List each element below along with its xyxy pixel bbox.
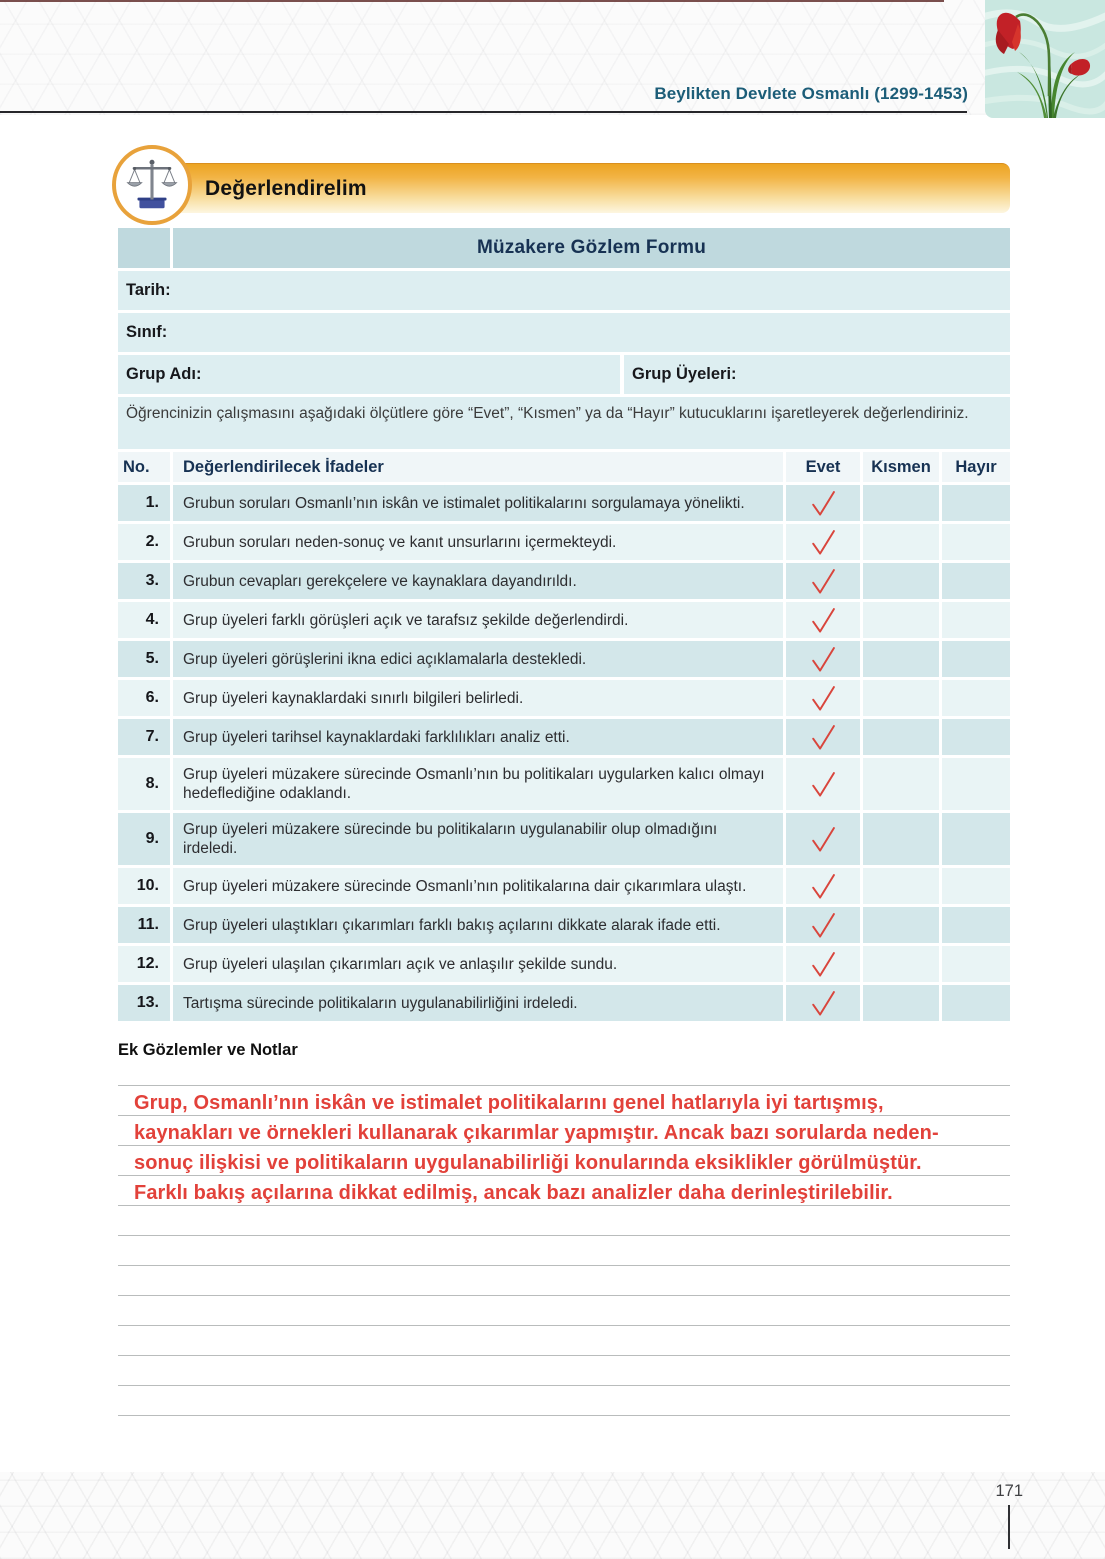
checkmark-icon — [808, 987, 838, 1019]
checkbox-hayir[interactable] — [942, 524, 1010, 560]
row-statement: Grup üyeleri ulaştıkları çıkarımları farklı bakış açılarını dikkate alarak ifade etti. — [173, 907, 783, 943]
checkbox-kismen[interactable] — [863, 719, 939, 755]
scales-of-justice-icon — [112, 145, 192, 225]
table-row — [118, 563, 1010, 599]
row-number: 2. — [118, 524, 170, 560]
row-statement: Grup üyeleri tarihsel kaynaklardaki farklılıkları analiz etti. — [173, 719, 783, 755]
field-grup-uyeleri[interactable] — [624, 355, 1010, 394]
row-statement: Tartışma sürecinde politikaların uygulanabilirliğini irdeledi. — [173, 985, 783, 1021]
column-header-statements: Değerlendirilecek İfadeler — [173, 452, 783, 482]
row-statement: Grup üyeleri ulaşılan çıkarımları açık ve anlaşılır şekilde sundu. — [173, 946, 783, 982]
checkbox-hayir[interactable] — [942, 813, 1010, 865]
handwritten-note: Grup, Osmanlı’nın iskân ve istimalet politikalarını genel hatlarıyla iyi tartışmış, kaynakları ve örnekleri kullanarak çıkarımlar yapmıştır. Ancak bazı sorularda neden-sonuç ilişkisi ve politikaların uygulanabilirliği konularında eksiklikler görülmüştür. Farklı bakış açılarına dikkat edilmiş, ancak bazı analizler daha derinleştirilebilir. — [134, 1092, 939, 1204]
row-number: 12. — [118, 946, 170, 982]
row-number: 1. — [118, 485, 170, 521]
table-row — [118, 719, 1010, 755]
checkbox-evet[interactable] — [786, 813, 860, 865]
group-fields-row — [118, 355, 1010, 394]
field-label: Grup Adı: — [126, 365, 202, 383]
checkmark-icon — [808, 682, 838, 714]
table-row — [118, 946, 1010, 982]
row-number: 7. — [118, 719, 170, 755]
row-statement: Grup üyeleri kaynaklardaki sınırlı bilgileri belirledi. — [173, 680, 783, 716]
row-statement: Grup üyeleri müzakere sürecinde Osmanlı’nın politikalarına dair çıkarımlara ulaştı. — [173, 868, 783, 904]
table-row — [118, 907, 1010, 943]
checkmark-icon — [808, 870, 838, 902]
checkbox-evet[interactable] — [786, 641, 860, 677]
checkmark-icon — [808, 948, 838, 980]
checkbox-hayir[interactable] — [942, 719, 1010, 755]
row-statement: Grup üyeleri müzakere sürecinde Osmanlı’nın bu politikaları uygularken kalıcı olmayı hedeflediğine odaklandı. — [173, 758, 783, 810]
row-number: 9. — [118, 813, 170, 865]
column-header-no: No. — [118, 452, 170, 482]
table-row — [118, 602, 1010, 638]
row-statement: Grup üyeleri farklı görüşleri açık ve tarafsız şekilde değerlendirdi. — [173, 602, 783, 638]
table-row — [118, 485, 1010, 521]
checkmark-icon — [808, 643, 838, 675]
page-footer — [0, 1472, 1105, 1559]
column-header-evet: Evet — [786, 452, 860, 482]
section-banner — [118, 145, 1010, 225]
observation-form — [118, 228, 1010, 449]
checkbox-kismen[interactable] — [863, 602, 939, 638]
page-header — [0, 0, 1105, 115]
field-grup-adi[interactable] — [118, 355, 620, 394]
banner-title: Değerlendirelim — [205, 176, 367, 200]
page-number-rule — [1008, 1505, 1010, 1549]
checkbox-hayir[interactable] — [942, 563, 1010, 599]
tulip-illustration — [985, 0, 1105, 118]
checkbox-kismen[interactable] — [863, 813, 939, 865]
checkbox-hayir[interactable] — [942, 946, 1010, 982]
checkbox-evet[interactable] — [786, 985, 860, 1021]
table-row — [118, 524, 1010, 560]
checkbox-kismen[interactable] — [863, 985, 939, 1021]
notes-heading: Ek Gözlemler ve Notlar — [118, 1041, 298, 1059]
page-number: 171 — [995, 1482, 1023, 1500]
table-row — [118, 758, 1010, 810]
checkbox-evet[interactable] — [786, 680, 860, 716]
checkbox-kismen[interactable] — [863, 946, 939, 982]
checkbox-kismen[interactable] — [863, 524, 939, 560]
checkmark-icon — [808, 823, 838, 855]
checkbox-kismen[interactable] — [863, 758, 939, 810]
row-number: 6. — [118, 680, 170, 716]
content-column — [118, 145, 1010, 1416]
column-header-kismen: Kısmen — [863, 452, 939, 482]
checkmark-icon — [808, 909, 838, 941]
field-sinif[interactable] — [118, 313, 1010, 352]
row-number: 5. — [118, 641, 170, 677]
table-row — [118, 813, 1010, 865]
column-header-hayir: Hayır — [942, 452, 1010, 482]
checkbox-hayir[interactable] — [942, 985, 1010, 1021]
checkbox-evet[interactable] — [786, 907, 860, 943]
field-tarih[interactable] — [118, 271, 1010, 310]
form-title-row — [118, 228, 1010, 268]
evaluation-table — [118, 452, 1010, 1021]
eval-table-body — [118, 485, 1010, 1021]
form-instructions: Öğrencinizin çalışmasını aşağıdaki ölçütlere göre “Evet”, “Kısmen” ya da “Hayır” kutucuklarını işaretleyerek değerlendiriniz. — [118, 397, 1010, 449]
checkbox-kismen[interactable] — [863, 868, 939, 904]
row-number: 11. — [118, 907, 170, 943]
checkbox-evet[interactable] — [786, 563, 860, 599]
checkbox-evet[interactable] — [786, 524, 860, 560]
table-row — [118, 868, 1010, 904]
table-row — [118, 985, 1010, 1021]
checkbox-evet[interactable] — [786, 946, 860, 982]
checkbox-hayir[interactable] — [942, 602, 1010, 638]
checkmark-icon — [808, 526, 838, 558]
checkbox-hayir[interactable] — [942, 485, 1010, 521]
checkbox-kismen[interactable] — [863, 680, 939, 716]
checkbox-kismen[interactable] — [863, 641, 939, 677]
checkbox-kismen[interactable] — [863, 563, 939, 599]
row-statement: Grubun soruları Osmanlı’nın iskân ve istimalet politikalarını sorgulamaya yönelikti. — [173, 485, 783, 521]
chapter-title: Beylikten Devlete Osmanlı (1299-1453) — [654, 84, 968, 103]
notes-ruled-area[interactable] — [118, 1085, 1010, 1416]
field-label: Tarih: — [126, 281, 171, 299]
table-row — [118, 641, 1010, 677]
table-header — [118, 452, 1010, 482]
checkbox-evet[interactable] — [786, 868, 860, 904]
checkmark-icon — [808, 768, 838, 800]
row-number: 4. — [118, 602, 170, 638]
checkbox-evet[interactable] — [786, 602, 860, 638]
row-statement: Grubun cevapları gerekçelere ve kaynaklara dayandırıldı. — [173, 563, 783, 599]
row-statement: Grubun soruları neden-sonuç ve kanıt unsurlarını içermekteydi. — [173, 524, 783, 560]
checkmark-icon — [808, 604, 838, 636]
field-label: Grup Üyeleri: — [632, 365, 737, 383]
form-title-spacer-cell — [118, 228, 170, 268]
form-title: Müzakere Gözlem Formu — [173, 228, 1010, 268]
field-label: Sınıf: — [126, 323, 168, 341]
checkmark-icon — [808, 721, 838, 753]
row-number: 3. — [118, 563, 170, 599]
checkbox-hayir[interactable] — [942, 641, 1010, 677]
table-row — [118, 680, 1010, 716]
row-number: 8. — [118, 758, 170, 810]
row-number: 10. — [118, 868, 170, 904]
checkbox-evet[interactable] — [786, 758, 860, 810]
header-rule — [0, 111, 967, 113]
checkbox-evet[interactable] — [786, 485, 860, 521]
checkbox-hayir[interactable] — [942, 758, 1010, 810]
checkbox-hayir[interactable] — [942, 868, 1010, 904]
checkbox-hayir[interactable] — [942, 680, 1010, 716]
row-statement: Grup üyeleri görüşlerini ikna edici açıklamalarla destekledi. — [173, 641, 783, 677]
checkmark-icon — [808, 487, 838, 519]
evaluation-banner — [150, 163, 1010, 213]
page-number-block — [995, 1482, 1023, 1549]
checkmark-icon — [808, 565, 838, 597]
row-statement: Grup üyeleri müzakere sürecinde bu politikaların uygulanabilir olup olmadığını irdeledi. — [173, 813, 783, 865]
checkbox-kismen[interactable] — [863, 485, 939, 521]
page-edge-strip — [0, 0, 944, 2]
checkbox-evet[interactable] — [786, 719, 860, 755]
checkbox-hayir[interactable] — [942, 907, 1010, 943]
checkbox-kismen[interactable] — [863, 907, 939, 943]
row-number: 13. — [118, 985, 170, 1021]
